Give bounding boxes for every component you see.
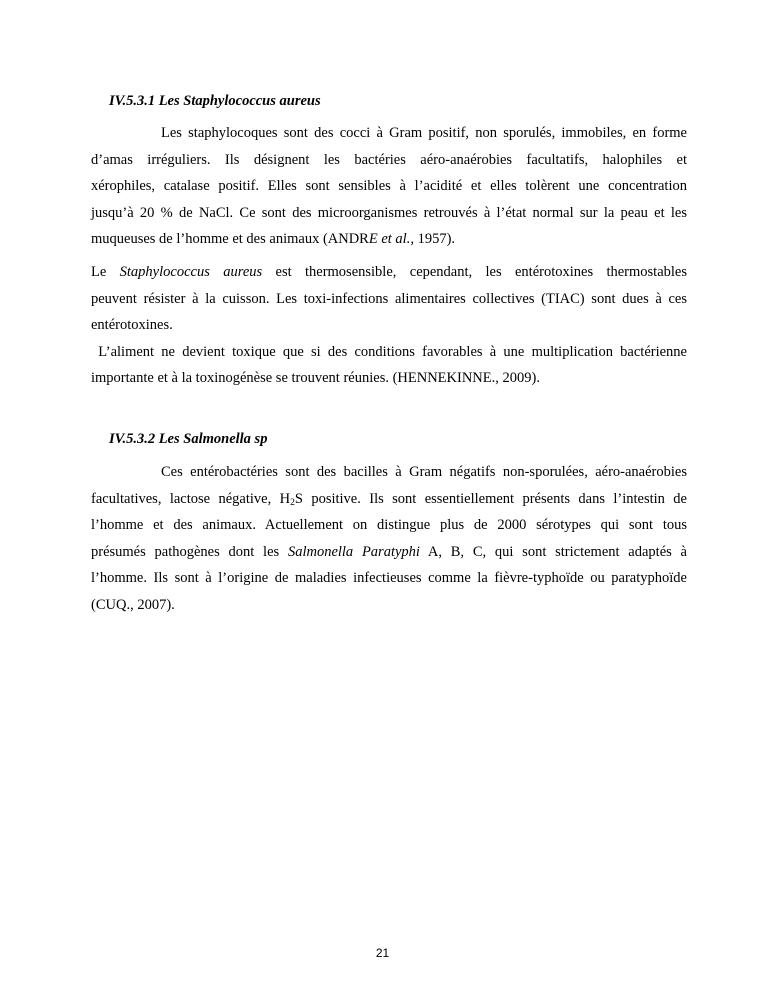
text-line: [91, 539, 687, 566]
paragraph-salmonella-description: [91, 459, 687, 618]
text-span: Ces entérobactéries sont des bacilles à Gram négatifs non-sporulées, aéro-anaérobies: [161, 464, 687, 480]
text-line: xérophiles, catalase positif. Elles sont sensibles à l’acidité et elles tolèrent une concentration: [91, 178, 687, 194]
text-span: S positive. Ils sont essentiellement présents dans l’intestin de: [294, 490, 687, 507]
species-name-italic: Staphylococcus aureus: [119, 264, 263, 280]
text-line: L’aliment ne devient toxique que si des conditions favorables à une multiplication bactérienne: [91, 343, 687, 360]
text-line: l’homme. Ils sont à l’origine de maladies infectieuses comme la fièvre-typhoïde ou paratyphoïde: [91, 570, 687, 586]
text-line: [91, 259, 687, 286]
species-name-italic: Salmonella Paratyphi: [287, 543, 420, 560]
text-line: [91, 120, 687, 147]
paragraph-staphylococcus-toxins: [91, 259, 687, 392]
section-heading-salmonella: IV.5.3.2 Les Salmonella sp: [109, 431, 268, 447]
paragraph-staphylococcus-description: [91, 120, 687, 253]
text-line: d’amas irréguliers. Ils désignent les bactéries aéro-anaérobies facultatifs, halophiles et: [91, 151, 687, 168]
text-span: A, B, C, qui sont strictement adaptés à: [419, 543, 687, 560]
text-line: [91, 226, 687, 253]
citation-italic: E et al.,: [368, 231, 414, 247]
text-line: l’homme et des animaux. Actuellement on distingue plus de 2000 sérotypes qui sont tous: [91, 517, 687, 533]
text-line: [91, 459, 687, 486]
section-heading-staphylococcus: IV.5.3.1 Les Staphylococcus aureus: [109, 93, 321, 109]
text-span: facultatives, lactose négative, H: [91, 490, 291, 507]
page-number: 21: [375, 946, 390, 960]
text-span: est thermosensible, cependant, les entérotoxines thermostables: [262, 264, 687, 280]
text-line: peuvent résister à la cuisson. Les toxi-infections alimentaires collectives (TIAC) sont dues à ces: [91, 290, 687, 307]
text-span: présumés pathogènes dont les: [91, 543, 288, 560]
text-line: jusqu’à 20 % de NaCl. Ce sont des microorganismes retrouvés à l’état normal sur la peau et les: [91, 204, 687, 221]
text-span: 1957).: [413, 231, 456, 247]
text-span: Le: [91, 264, 120, 280]
text-span: muqueuses de l’homme et des animaux (ANDR: [91, 231, 369, 247]
text-line: importante et à la toxinogénèse se trouvent réunies. (HENNEKINNE., 2009).: [91, 370, 540, 386]
text-line: (CUQ., 2007).: [91, 596, 175, 613]
subscript: 2: [290, 497, 295, 508]
text-line: entérotoxines.: [91, 317, 173, 333]
text-span: Les staphylocoques sont des cocci à Gram positif, non sporulés, immobiles, en forme: [161, 125, 687, 141]
text-line: [91, 486, 687, 513]
